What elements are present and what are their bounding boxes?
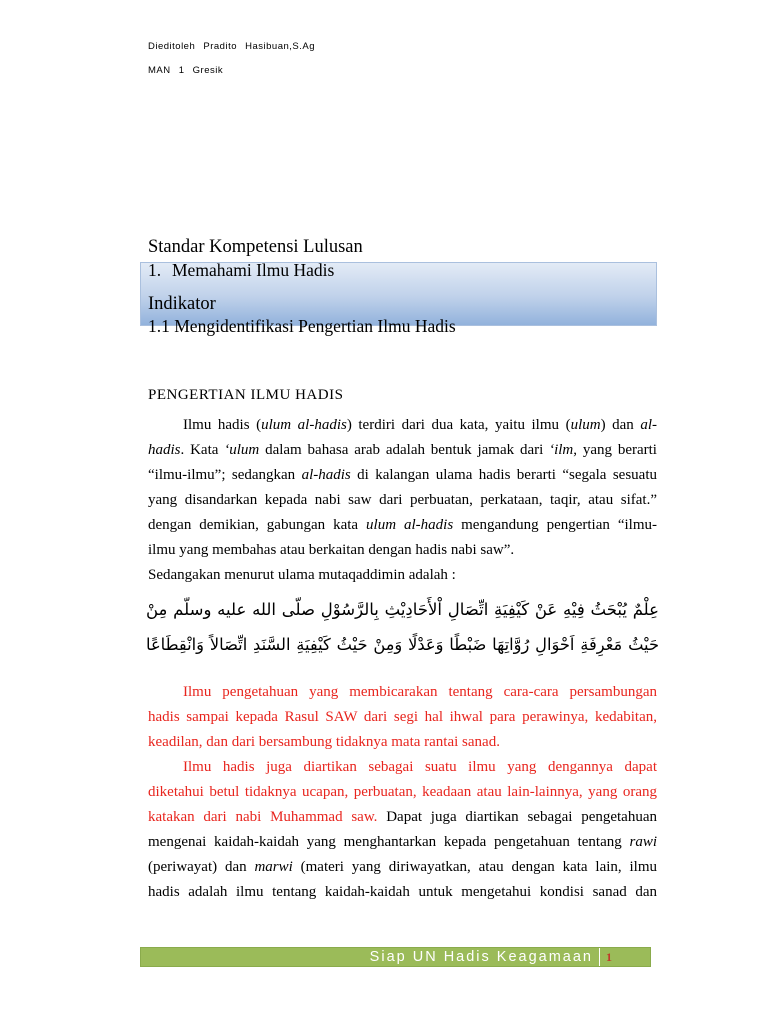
text-run: Dapat juga diartikan sebagai pengetahuan [377,809,657,825]
italic-term: ulum al-hadis [366,517,454,533]
italic-term: al-hadis [301,467,351,483]
highlighted-text: diketahui betul tidaknya ucapan, perbuatan, keadaan atau lain-lainnya, yang orang [148,784,657,800]
italic-term: marwi [254,859,293,875]
text-run: di kalangan ulama hadis berarti “segala sesuatu [350,467,658,483]
paragraph-line [148,830,657,855]
text-run: dalam bahasa arab adalah bentuk jamak dari [259,442,550,458]
text-run: ) terdiri dari dua kata, yaitu ilmu ( [346,417,571,433]
paragraph-line [148,705,657,730]
paragraph-line [148,805,657,830]
paragraph-line [148,855,657,880]
text-run: hadis adalah ilmu tentang kaidah-kaidah untuk mengetahui kondisi sanad dan [148,884,657,900]
indicator-heading: Indikator [148,294,216,314]
paragraph-line [148,780,657,805]
text-run: (materi yang diriwayatkan, atau dengan kata lain, ilmu [292,859,657,875]
definition-lead-in: Sedangakan menurut ulama mutaqaddimin adalah : [148,567,456,583]
competency-item-text: Memahami Ilmu Hadis [172,260,335,280]
highlighted-text: Ilmu pengetahuan yang membicarakan tentang cara-cara persambungan [183,684,657,700]
footer-title: Siap UN Hadis Keagamaan [369,949,593,965]
paragraph-line [148,880,657,905]
footer-bar [140,947,651,967]
paragraph-line [148,413,657,438]
paragraph-line [148,463,657,488]
paragraph-line [148,513,657,538]
arabic-line: حَيْثُ مَعْرِفَةِ اَحْوَالِ رُوَّاتِهَا ضَبْطًا وَعَدْلًا وَمِنْ حَيْثُ كَيْفِيَةِ السَّنَدِ اتِّصَالاً وَانْقِطَاعًا [146,635,659,654]
definition-paragraphs [148,680,657,905]
highlighted-text: Ilmu hadis juga diartikan sebagai suatu ilmu yang dengannya dapat [183,759,657,775]
arabic-line: عِلْمٌ يُبْحَثُ فِيْهِ عَنْ كَيْفِيَةِ اتِّصَالِ اْلأَحَادِيْثِ بِالرَّسُوْلِ صلّى الله عليه وسلّم مِنْ [146,600,659,619]
highlighted-text: keadilan, dan dari bersambung tidaknya mata rantai sanad. [148,734,500,750]
page-number: 1 [599,948,650,966]
text-run: ilmu yang membahas atau berkaitan dengan hadis nabi saw”. [148,542,515,558]
paragraph-line [148,730,657,755]
paragraph-line [148,488,657,513]
indicator-item: 1.1 Mengidentifikasi Pengertian Ilmu Hadis [148,316,456,336]
text-run: mengandung pengertian “ilmu- [453,517,657,533]
arabic-definition [146,592,659,662]
italic-term: ulum [570,417,601,433]
paragraph-line [148,438,657,463]
paragraph-line [148,680,657,705]
editor-credit: Dieditoleh Pradito Hasibuan,S.Ag [148,41,316,52]
paragraph-line [148,538,657,563]
italic-term: hadis [148,442,181,458]
school-name: MAN 1 Gresik [148,65,224,76]
highlighted-text: katakan dari nabi Muhammad saw. [148,809,378,825]
italic-term: ulum al-hadis [261,417,347,433]
text-run: dengan demikian, gabungan kata [148,517,367,533]
text-run: yang disandarkan kepada nabi saw dari perbuatan, perkataan, taqir, atau sifat.” [148,492,657,508]
paragraph-line [148,755,657,780]
text-run: . Kata [180,442,225,458]
text-run: ) dan [600,417,641,433]
italic-term: ‘ilm [549,442,574,458]
italic-term: al- [640,417,658,433]
intro-paragraphs [148,413,657,588]
text-run: “ilmu-ilmu”; sedangkan [148,467,302,483]
competency-heading: Standar Kompetensi Lulusan [148,237,363,257]
italic-term: ‘ulum [224,442,260,458]
text-run: (periwayat) dan [148,859,255,875]
competency-item [148,260,334,280]
italic-term: rawi [629,834,657,850]
text-run: mengenai kaidah-kaidah yang menghantarkan kepada pengetahuan tentang [148,834,630,850]
text-run: Ilmu hadis ( [183,417,262,433]
text-run: , yang berarti [573,442,657,458]
highlighted-text: hadis sampai kepada Rasul SAW dari segi hal ihwal para perawinya, kedabitan, [148,709,657,725]
competency-item-number: 1. [148,260,162,280]
section-title: PENGERTIAN ILMU HADIS [148,387,344,403]
